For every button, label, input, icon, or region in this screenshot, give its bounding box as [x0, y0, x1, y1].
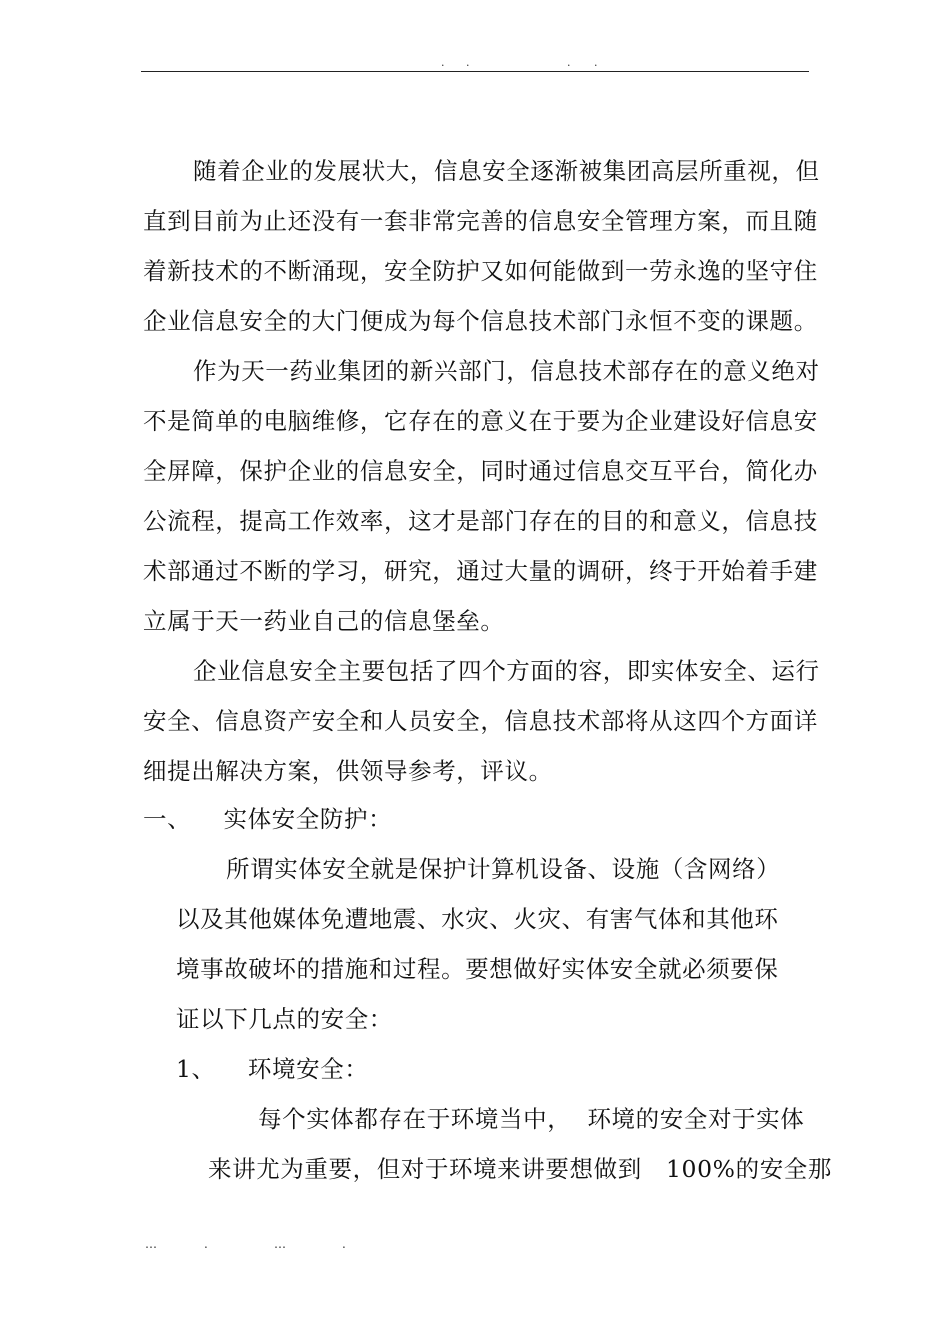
- header-mark: .: [567, 56, 571, 69]
- footer-mark: .: [204, 1237, 208, 1251]
- body-line: 企业信息安全的大门便成为每个信息技术部门永恒不变的课题。: [143, 307, 818, 335]
- footer-mark: .: [342, 1237, 346, 1251]
- body-line: 安全、信息资产安全和人员安全，信息技术部将从这四个方面详: [143, 707, 818, 735]
- body-line: 不是简单的电脑维修，它存在的意义在于要为企业建设好信息安: [143, 407, 818, 435]
- body-line: 作为天一药业集团的新兴部门，信息技术部存在的意义绝对: [193, 357, 820, 385]
- header-mark: .: [466, 56, 470, 69]
- page-header-marks: [0, 56, 950, 70]
- body-line: 术部通过不断的学习，研究，通过大量的调研，终于开始着手建: [143, 557, 818, 585]
- section-heading: 一、 实体安全防护：: [143, 805, 393, 833]
- footer-mark: …: [145, 1237, 157, 1251]
- body-line: 每个实体都存在于环境当中， 环境的安全对于实体: [258, 1105, 805, 1133]
- subsection-heading: 1、 环境安全：: [176, 1055, 369, 1083]
- body-line: 以及其他媒体免遭地震、水灾、火灾、有害气体和其他环: [176, 905, 779, 933]
- body-line: 立属于天一药业自己的信息堡垒。: [143, 607, 505, 635]
- body-line: 细提出解决方案，供领导参考，评议。: [143, 757, 553, 785]
- body-line: 境事故破坏的措施和过程。要想做好实体安全就必须要保: [176, 955, 779, 983]
- body-line: 直到目前为止还没有一套非常完善的信息安全管理方案，而且随: [143, 207, 818, 235]
- body-line: 公流程，提高工作效率，这才是部门存在的目的和意义，信息技: [143, 507, 818, 535]
- header-rule: [141, 71, 809, 72]
- footer-mark: …: [274, 1237, 286, 1251]
- page-footer-marks: [0, 1236, 950, 1252]
- body-line: 随着企业的发展状大，信息安全逐渐被集团高层所重视，但: [193, 157, 820, 185]
- body-line: 所谓实体安全就是保护计算机设备、设施（含网络）: [226, 855, 781, 883]
- header-mark: .: [594, 56, 598, 69]
- body-line: 来讲尤为重要，但对于环境来讲要想做到 100%的安全那: [208, 1155, 832, 1183]
- body-line: 证以下几点的安全：: [176, 1005, 393, 1033]
- body-line: 企业信息安全主要包括了四个方面的容，即实体安全、运行: [193, 657, 820, 685]
- body-line: 全屏障，保护企业的信息安全，同时通过信息交互平台，简化办: [143, 457, 818, 485]
- header-mark: .: [441, 56, 445, 69]
- body-line: 着新技术的不断涌现，安全防护又如何能做到一劳永逸的坚守住: [143, 257, 818, 285]
